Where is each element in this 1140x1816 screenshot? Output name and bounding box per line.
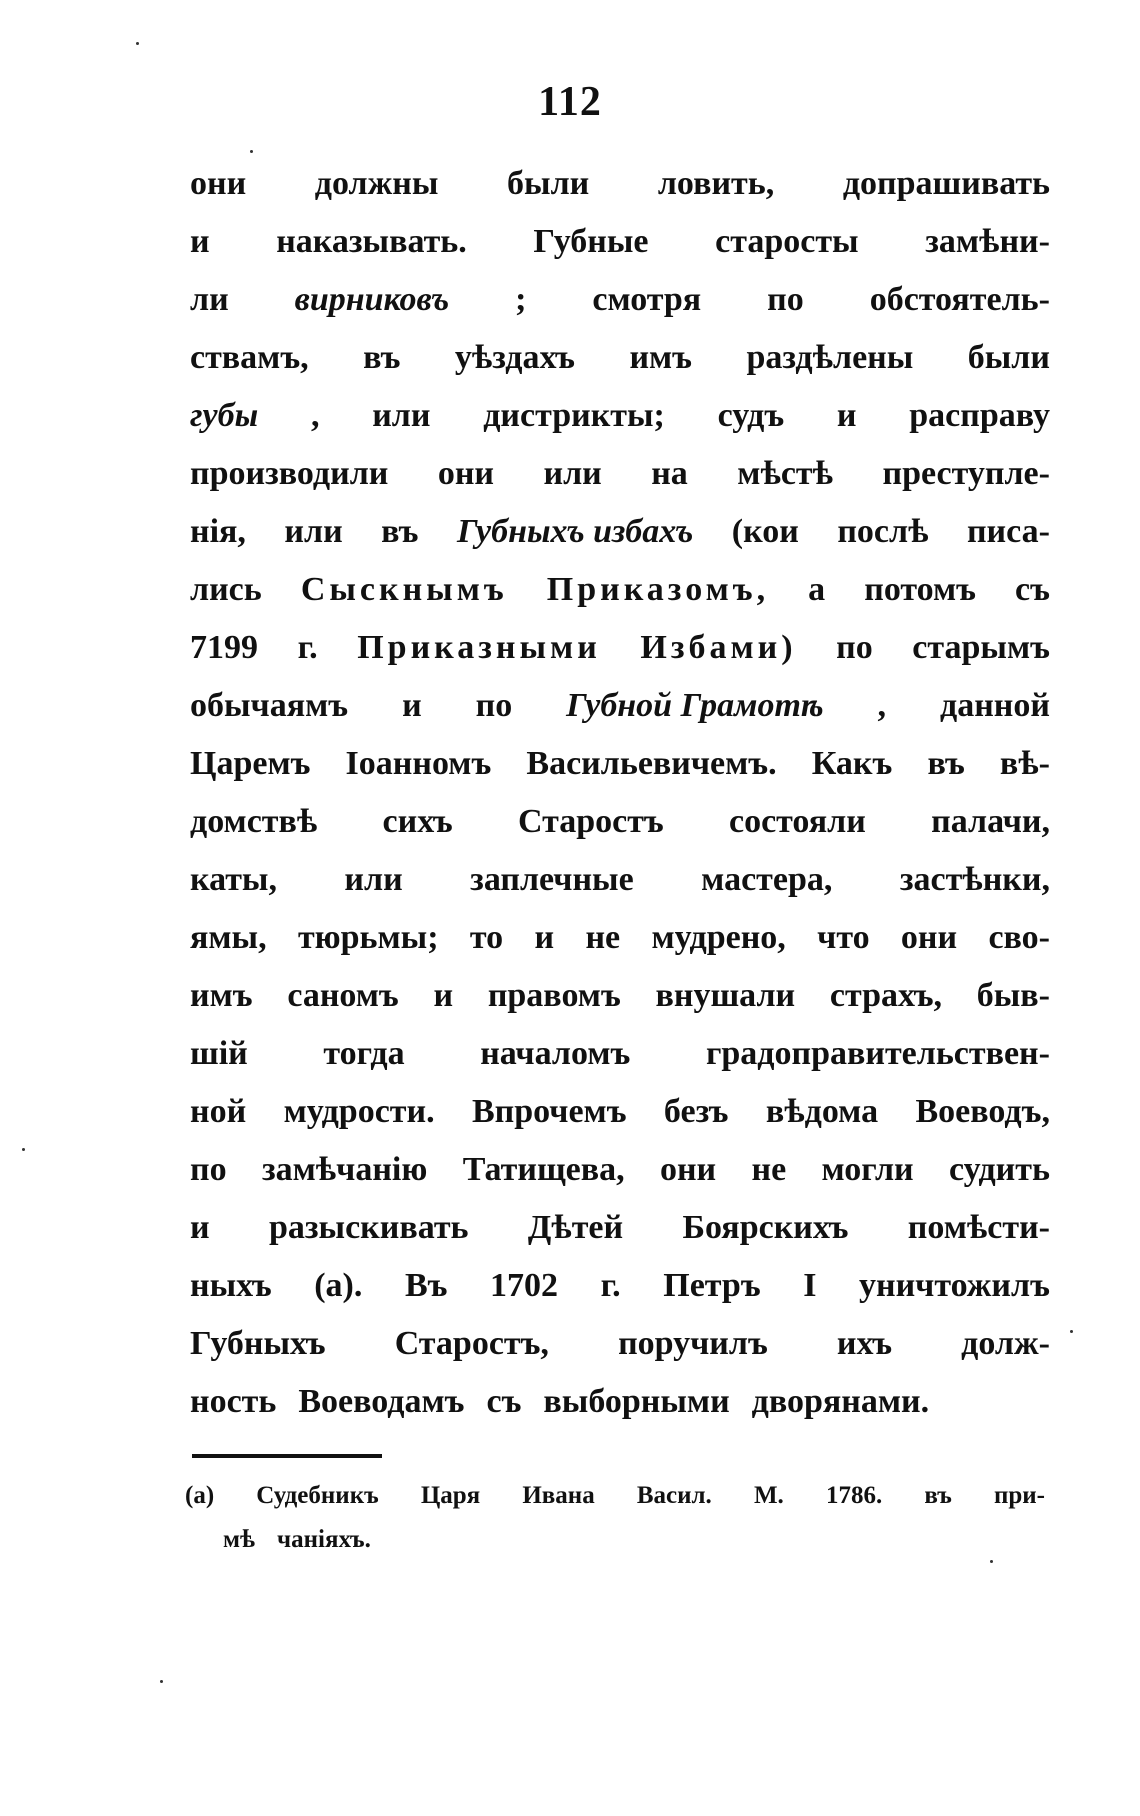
body-word: старосты [715,223,859,260]
body-word: ствамъ, [190,339,309,376]
body-word: обстоятель- [869,281,1050,318]
body-word: помѣсти- [907,1209,1050,1246]
body-word: нія, [190,513,246,550]
body-word: они [190,165,247,202]
body-word: Избами) [640,629,797,666]
main-text [190,165,1050,1441]
body-word: г. [297,629,318,666]
body-word: заплечные [470,861,634,898]
body-word: и [433,977,454,1014]
body-word: ихъ [836,1325,893,1362]
scan-speck [1070,1330,1073,1333]
body-word: съ [486,1383,522,1420]
body-word: I [803,1267,817,1304]
body-word: Іоанномъ [345,745,492,782]
footnote-word: мѣ [223,1526,256,1553]
body-word: тогда [323,1035,405,1072]
body-word: были [967,339,1050,376]
body-line [190,513,1050,571]
body-word: вѣ- [999,745,1050,782]
body-word: ли [190,281,229,318]
footnote-word: чаніяхъ. [277,1526,371,1553]
body-word: не [751,1151,787,1188]
page-number: 112 [538,79,602,125]
body-word: и [534,919,555,956]
body-word: расправу [909,397,1050,434]
scan-speck [22,1148,25,1151]
body-line [190,919,1050,977]
body-word: и [402,687,422,724]
body-word: Какъ [811,745,893,782]
body-word: застѣнки, [899,861,1050,898]
body-word: мудрости. [283,1093,435,1130]
body-line [190,861,1050,919]
body-word: судить [948,1151,1050,1188]
body-word: Сыскнымъ [300,571,508,608]
body-word: Приказомъ, [546,571,770,608]
body-line [190,687,1050,745]
body-word: или [344,861,403,898]
body-word: быв- [976,977,1050,1014]
body-word: или [284,513,343,550]
body-word: поручилъ [618,1325,768,1362]
body-word: и [836,397,857,434]
body-line [190,803,1050,861]
body-word: они [437,455,495,492]
body-word: замѣни- [925,223,1050,260]
body-word: уничтожилъ [859,1267,1050,1304]
body-word: по [836,629,873,666]
body-word: или [543,455,602,492]
footnote-word: 1786. [825,1482,883,1509]
body-word: вирниковъ [294,281,450,318]
body-word: 1702 [490,1267,559,1304]
body-word: палачи, [931,803,1050,840]
body-word: ловить, [657,165,775,202]
footnote-word: Царя [420,1482,481,1509]
scan-speck [160,1680,163,1683]
body-word: Воеводамъ [298,1383,465,1420]
body-word: сво- [988,919,1050,956]
body-word: , [310,397,320,434]
body-word: Воеводъ, [915,1093,1050,1130]
body-word: Старостъ, [394,1325,549,1362]
body-word: потомъ [864,571,976,608]
body-word: долж- [961,1325,1050,1362]
footnote-line [185,1526,1045,1570]
body-word: судъ [717,397,785,434]
body-word: Татищева, [462,1151,625,1188]
footnote-word: въ [924,1482,952,1509]
body-line [190,1325,1050,1383]
body-word: безъ [663,1093,729,1130]
body-word: страхъ, [829,977,943,1014]
body-word: послѣ [837,513,929,550]
footnote-word: (а) [185,1482,215,1509]
body-word: и [190,223,210,260]
body-word: Губной Грамотѣ [566,687,824,724]
body-word: должны [314,165,439,202]
footnote-word: Васил. [636,1482,712,1509]
body-word: мѣстѣ [737,455,834,492]
body-word: уѣздахъ [454,339,576,376]
body-word: Старостъ [518,803,664,840]
body-word: каты, [190,861,277,898]
body-word: или [372,397,431,434]
body-word: дворянами. [751,1383,930,1420]
body-word: Губные [533,223,649,260]
body-word: имъ [629,339,693,376]
body-word: въ [381,513,419,550]
body-line [190,629,1050,687]
body-word: мудрено, [651,919,786,956]
scan-speck [990,1560,993,1563]
body-line [190,1383,1050,1441]
body-word: они [659,1151,717,1188]
body-word: губы [190,397,259,434]
body-word: замѣчанію [261,1151,428,1188]
body-line [190,1093,1050,1151]
body-word: ; [515,281,527,318]
body-word: раздѣлены [746,339,914,376]
body-word: допрашивать [842,165,1050,202]
body-word: а [808,571,826,608]
body-line [190,1035,1050,1093]
body-word: что [817,919,870,956]
body-word: они [900,919,958,956]
body-line [190,455,1050,513]
body-word: ямы, [190,919,267,956]
body-word: писа- [966,513,1050,550]
body-word: саномъ [287,977,399,1014]
body-word: дистрикты; [483,397,665,434]
footnote-word: при- [993,1482,1045,1509]
body-word: , [877,687,887,724]
body-line [190,165,1050,223]
body-line [190,223,1050,281]
body-word: (кои [731,513,799,550]
body-word: Боярскихъ [682,1209,849,1246]
body-word: состояли [729,803,866,840]
body-word: съ [1015,571,1050,608]
scan-speck [136,42,139,45]
body-word: сихъ [382,803,453,840]
body-line [190,1209,1050,1267]
body-word: градоправительствен- [705,1035,1050,1072]
body-word: Дѣтей [527,1209,624,1246]
body-word: были [507,165,590,202]
body-word: г. [600,1267,621,1304]
body-word: производили [190,455,389,492]
body-word: ныхъ [190,1267,272,1304]
body-word: имъ [190,977,253,1014]
body-word: Въ [404,1267,448,1304]
body-word: тюрьмы; [297,919,439,956]
body-word: мастера, [701,861,833,898]
body-word: данной [940,687,1050,724]
body-line [190,281,1050,339]
body-word: Петръ [663,1267,761,1304]
body-word: 7199 [190,629,258,666]
body-word: правомъ [487,977,621,1014]
body-line [190,745,1050,803]
footnote-word: Судебникъ [256,1482,379,1509]
body-word: старымъ [912,629,1050,666]
body-word: Впрочемъ [471,1093,627,1130]
body-line [190,397,1050,455]
footnote [185,1482,1045,1570]
body-line [190,1151,1050,1209]
footnote-word: Ивана [522,1482,595,1509]
body-word: и [190,1209,210,1246]
body-line [190,339,1050,397]
body-word: обычаямъ [190,687,349,724]
footnote-line [185,1482,1045,1526]
body-line [190,977,1050,1035]
body-word: Царемъ [190,745,311,782]
body-word: по [767,281,804,318]
body-word: не [585,919,621,956]
body-word: то [469,919,504,956]
body-word: ность [190,1383,277,1420]
footnote-divider [192,1454,382,1458]
body-word: лись [190,571,262,608]
body-word: ной [190,1093,247,1130]
body-word: по [190,1151,227,1188]
body-word: вѣдома [765,1093,879,1130]
body-word: выборными [543,1383,730,1420]
body-line [190,571,1050,629]
body-line [190,1267,1050,1325]
body-word: Васильевичемъ. [526,745,777,782]
body-word: на [651,455,688,492]
scan-speck [250,150,253,153]
body-word: Губныхъ [190,1325,326,1362]
body-word: преступле- [882,455,1050,492]
body-word: домствѣ [190,803,318,840]
body-word: (а). [314,1267,363,1304]
body-word: внушали [655,977,796,1014]
body-word: по [475,687,513,724]
body-word: наказывать. [276,223,467,260]
body-word: Губныхъ избахъ [456,513,694,550]
footnote-word: М. [753,1482,784,1509]
body-word: Приказными [357,629,601,666]
body-word: въ [927,745,965,782]
body-word: началомъ [480,1035,631,1072]
body-word: въ [363,339,401,376]
body-word: смотря [592,281,702,318]
body-word: могли [821,1151,914,1188]
body-word: разыскивать [268,1209,469,1246]
body-word: шій [190,1035,248,1072]
